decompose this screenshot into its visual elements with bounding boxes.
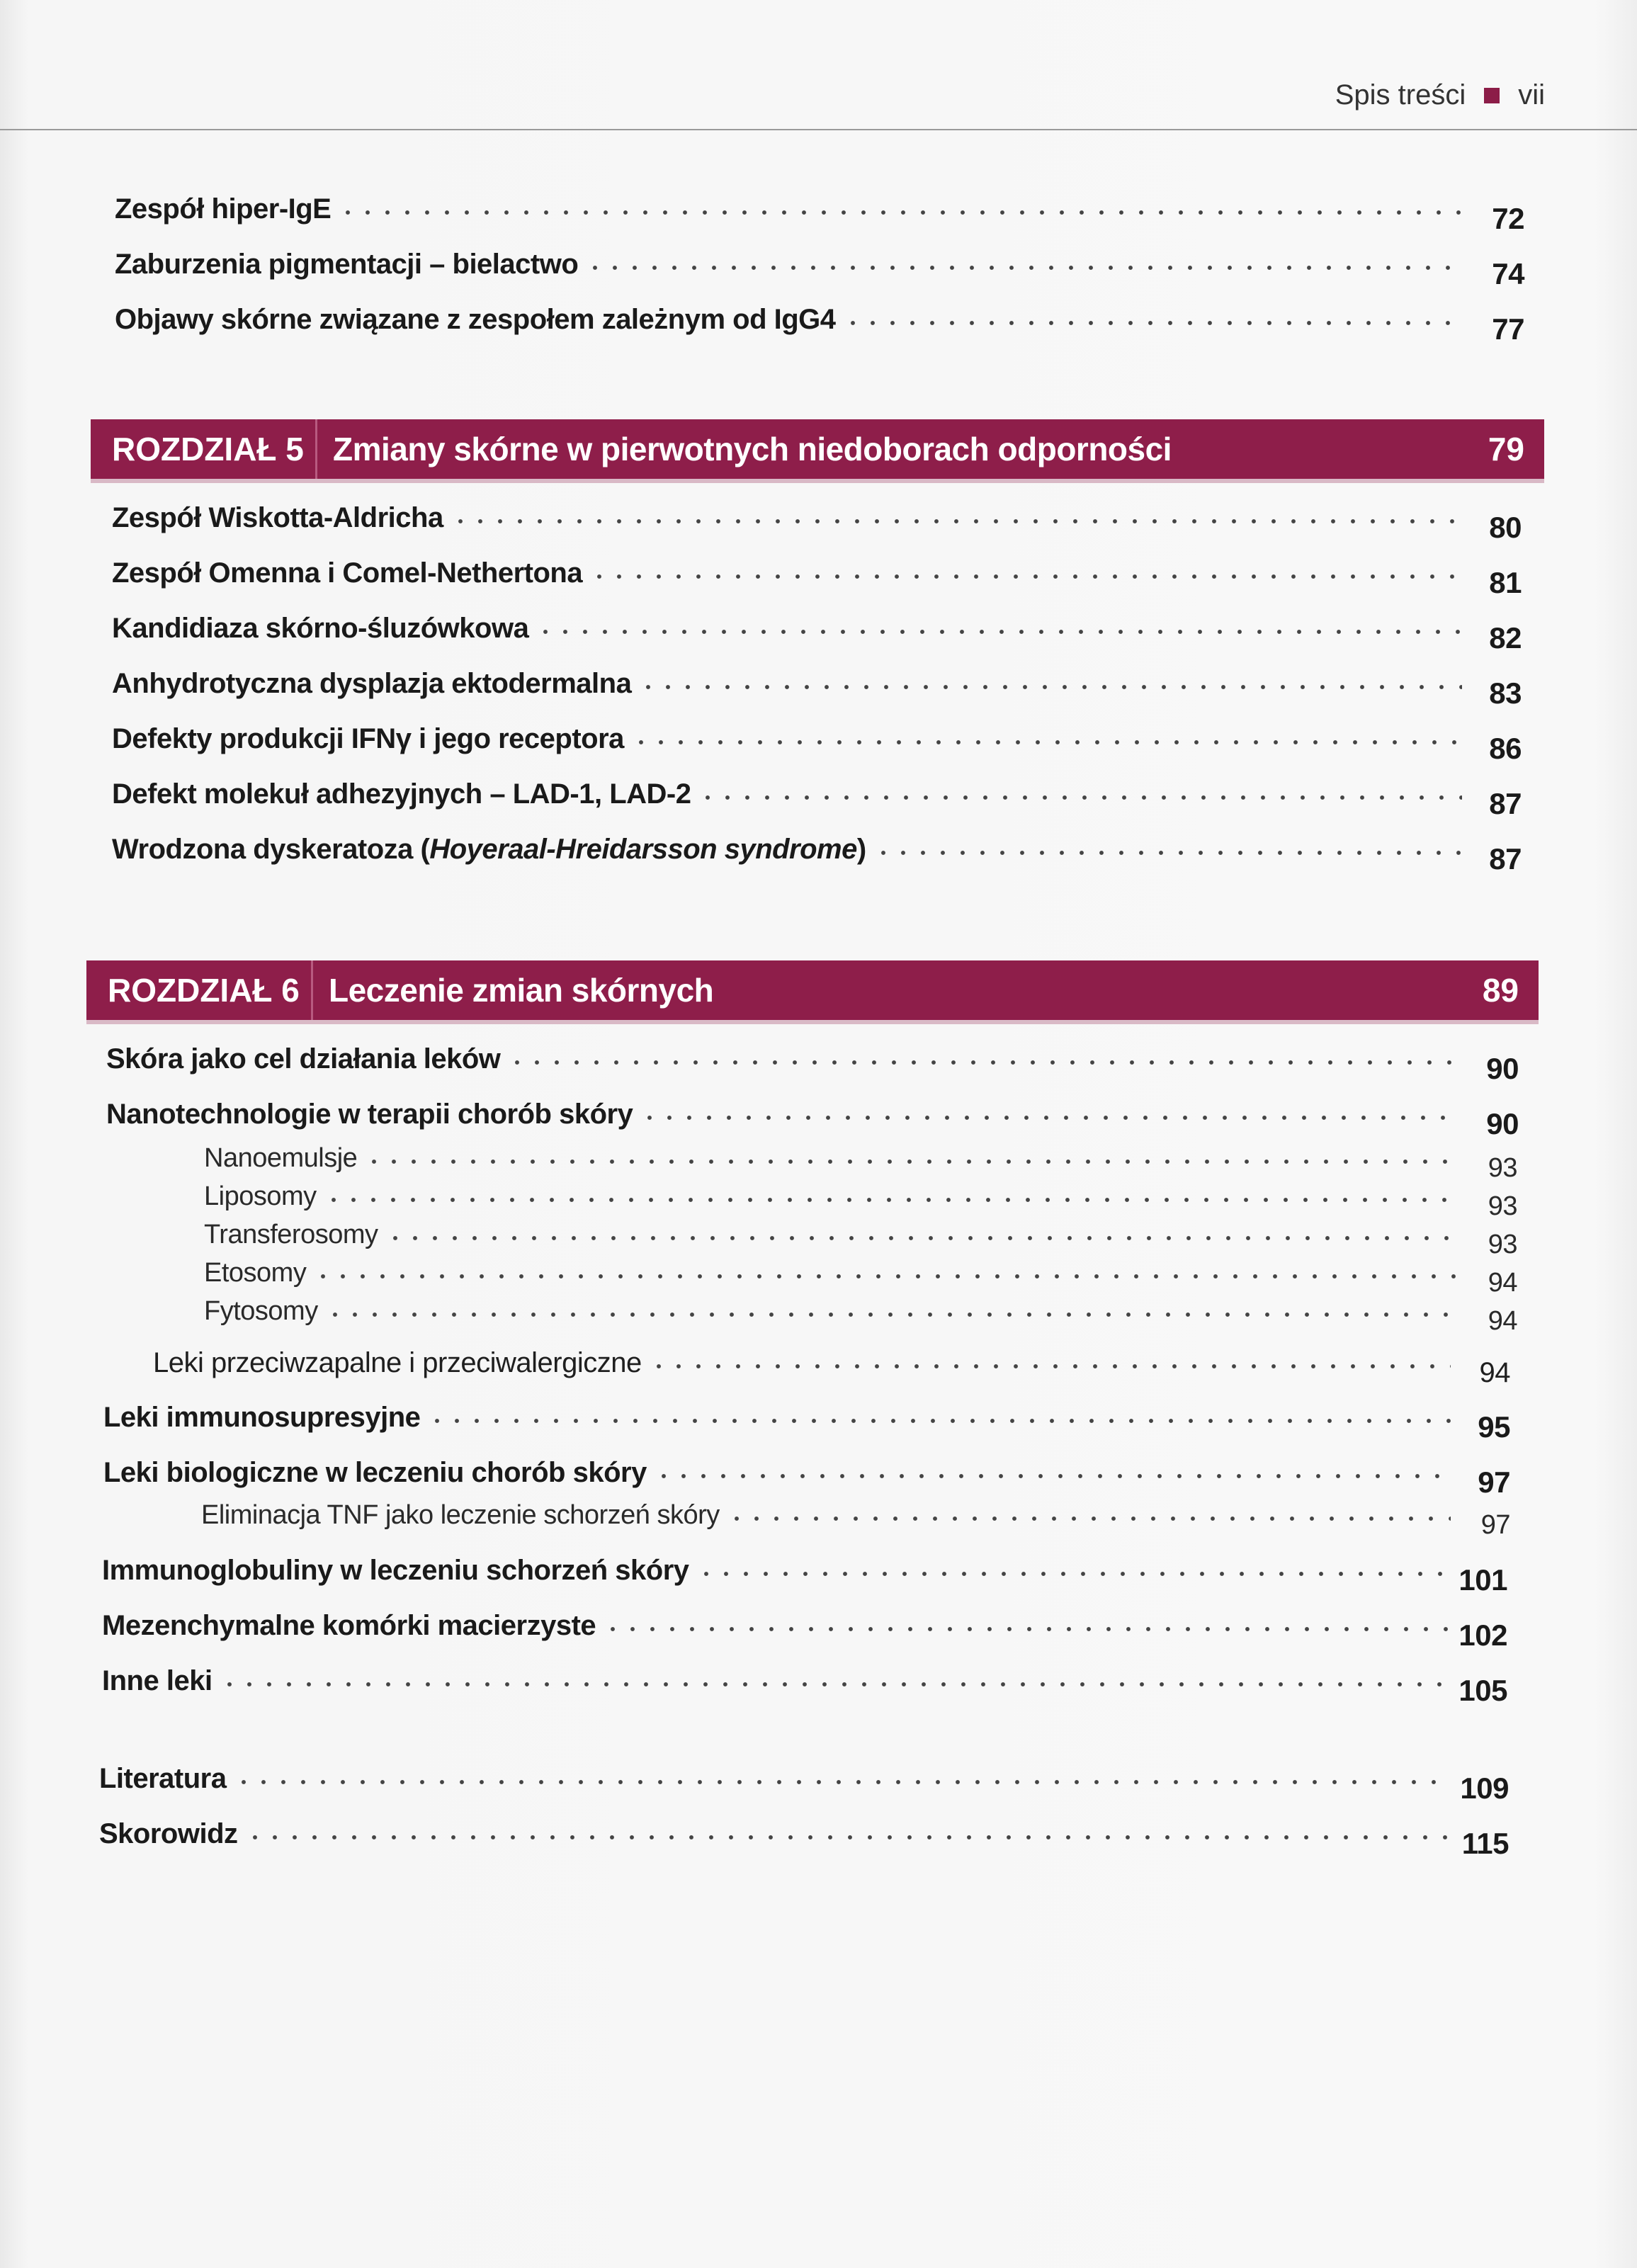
toc-entry-title: Literatura — [99, 1762, 227, 1794]
dot-leader — [338, 205, 1465, 216]
toc-entry-title: Skóra jako cel działania leków — [106, 1043, 501, 1075]
dot-leader — [698, 790, 1462, 801]
toc-entry-title-part: Wrodzona dyskeratoza ( — [112, 833, 430, 865]
toc-entry-page: 90 — [1486, 1052, 1519, 1085]
chapter-6-entries-b — [103, 1390, 1510, 1500]
toc-subentry-title: Nanoemulsje — [204, 1142, 358, 1173]
toc-entry[interactable] — [112, 545, 1522, 601]
toc-entry-page: 82 — [1489, 621, 1522, 654]
toc-entry-page: 72 — [1492, 202, 1524, 235]
dot-leader — [313, 1269, 1458, 1280]
toc-subentry[interactable] — [204, 1254, 1517, 1298]
toc-entry-title: Defekty produkcji IFNγ i jego receptora — [112, 722, 624, 754]
chapter-6-label: ROZDZIAŁ 6 — [86, 960, 313, 1020]
toc-entry[interactable] — [115, 237, 1524, 292]
toc-entry-title: Skorowidz — [99, 1818, 238, 1849]
chapter-6-entries-c — [102, 1543, 1507, 1708]
square-bullet-icon — [1484, 88, 1500, 103]
toc-entry-page: 101 — [1458, 1563, 1507, 1597]
dot-leader — [507, 1055, 1459, 1066]
toc-entry[interactable] — [102, 1598, 1507, 1653]
toc-entry-page: 95 — [1478, 1410, 1510, 1444]
toc-entry-title: Mezenchymalne komórki macierzyste — [102, 1609, 596, 1641]
chapter-6-header[interactable] — [86, 960, 1539, 1020]
dot-leader — [325, 1307, 1458, 1318]
dot-leader — [324, 1192, 1458, 1203]
running-head-title: Spis treści — [1335, 79, 1466, 110]
dot-leader — [234, 1774, 1450, 1786]
dot-leader — [638, 679, 1462, 691]
running-head — [1335, 79, 1545, 111]
toc-subentry[interactable] — [201, 1496, 1510, 1540]
toc-entry-title: Leki biologiczne w leczeniu chorób skóry — [103, 1456, 647, 1488]
toc-subentry-page: 97 — [1480, 1509, 1510, 1540]
toc-entry-title: Defekt molekuł adhezyjnych – LAD-1, LAD-2 — [112, 778, 691, 810]
chapter-5-header[interactable] — [91, 419, 1544, 479]
toc-entry-title-part: ) — [856, 833, 866, 865]
dot-leader — [696, 1566, 1448, 1577]
toc-entry-title: Inne leki — [102, 1665, 213, 1696]
dot-leader — [536, 624, 1462, 635]
toc-entry-title: Zespół Wiskotta-Aldricha — [112, 501, 443, 533]
toc-entry-page: 80 — [1489, 511, 1522, 544]
chapter-6-entries — [106, 1031, 1519, 1142]
toc-subentry-title: Leki przeciwzapalne i przeciwalergiczne — [153, 1346, 642, 1378]
toc-subentry[interactable] — [204, 1215, 1517, 1259]
dot-leader — [589, 569, 1462, 580]
toc-entry[interactable] — [102, 1653, 1507, 1708]
dot-leader — [603, 1621, 1448, 1633]
toc-entry-title: Nanotechnologie w terapii chorób skóry — [106, 1098, 633, 1130]
toc-top-entries — [115, 181, 1524, 347]
dot-leader — [220, 1677, 1448, 1688]
toc-entry-title: Zaburzenia pigmentacji – bielactwo — [115, 248, 579, 280]
toc-entry-page: 109 — [1460, 1771, 1509, 1805]
toc-entry[interactable] — [115, 292, 1524, 347]
toc-entry[interactable] — [112, 766, 1522, 822]
toc-subentry-page: 94 — [1488, 1305, 1517, 1336]
toc-subentry-page: 93 — [1488, 1152, 1517, 1183]
header-rule — [0, 129, 1637, 130]
toc-entry-page: 105 — [1458, 1674, 1507, 1707]
chapter-6-subentries — [204, 1139, 1517, 1336]
dot-leader — [364, 1154, 1458, 1165]
toc-subentry[interactable] — [204, 1292, 1517, 1336]
chapter-6-page: 89 — [1482, 972, 1519, 1009]
dot-leader — [640, 1110, 1459, 1121]
toc-entry[interactable] — [112, 490, 1522, 545]
toc-entry[interactable] — [112, 656, 1522, 711]
toc-entry[interactable] — [102, 1543, 1507, 1598]
toc-entry[interactable] — [112, 601, 1522, 656]
toc-subentry[interactable] — [204, 1139, 1517, 1183]
toc-entry-title: Objawy skórne związane z zespołem zależnym od IgG4 — [115, 303, 836, 335]
toc-entry-title: Leki immunosupresyjne — [103, 1401, 421, 1433]
chapter-5-entries — [112, 490, 1522, 877]
toc-entry-page: 81 — [1489, 566, 1522, 599]
chapter-6-section — [153, 1342, 1510, 1388]
toc-entry-page: 115 — [1461, 1827, 1509, 1860]
toc-entry-title — [112, 834, 866, 866]
dot-leader — [385, 1230, 1458, 1242]
dot-leader — [631, 735, 1462, 746]
toc-subentry-title: Liposomy — [204, 1181, 317, 1211]
toc-entry[interactable] — [99, 1806, 1509, 1861]
dot-leader — [654, 1468, 1451, 1480]
dot-leader — [873, 845, 1462, 856]
toc-entry-page: 74 — [1492, 257, 1524, 290]
toc-subentry-page: 94 — [1479, 1356, 1510, 1388]
dot-leader — [727, 1511, 1451, 1522]
running-head-page-number: vii — [1518, 79, 1545, 110]
toc-entry-page: 87 — [1489, 787, 1522, 820]
chapter-5-title: Zmiany skórne w pierwotnych niedoborach odporności — [333, 431, 1172, 467]
toc-entry[interactable] — [115, 181, 1524, 237]
dot-leader — [585, 260, 1465, 271]
dot-leader — [649, 1359, 1451, 1370]
toc-entry[interactable] — [103, 1390, 1510, 1445]
toc-subentry-title: Eliminacja TNF jako leczenie schorzeń skóry — [201, 1499, 720, 1530]
toc-entry-title: Kandidiaza skórno-śluzówkowa — [112, 612, 529, 644]
toc-subentry-page: 94 — [1488, 1267, 1517, 1298]
toc-entry[interactable] — [106, 1031, 1519, 1087]
toc-entry-page: 97 — [1478, 1465, 1510, 1499]
toc-subentry-title: Etosomy — [204, 1257, 307, 1288]
toc-entry[interactable] — [112, 711, 1522, 766]
toc-entry-title-italic: Hoyeraal-Hreidarsson syndrome — [429, 833, 857, 865]
toc-entry-page: 90 — [1486, 1107, 1519, 1140]
toc-entry-title: Zespół hiper-IgE — [115, 193, 332, 225]
toc-entry-title: Immunoglobuliny w leczeniu schorzeń skóry — [102, 1554, 689, 1586]
toc-entry[interactable] — [99, 1751, 1509, 1806]
toc-subentry[interactable] — [153, 1342, 1510, 1388]
dot-leader — [427, 1413, 1451, 1424]
chapter-6-title: Leczenie zmian skórnych — [329, 972, 714, 1009]
toc-entry-page: 87 — [1489, 842, 1522, 875]
chapter-5-page: 79 — [1488, 431, 1524, 467]
dot-leader — [843, 315, 1465, 327]
toc-subentry[interactable] — [204, 1177, 1517, 1221]
dot-leader — [451, 514, 1462, 525]
toc-subentry-page: 93 — [1488, 1229, 1517, 1259]
toc-entry[interactable] — [106, 1087, 1519, 1142]
toc-entry[interactable] — [103, 1445, 1510, 1500]
chapter-6-subentries-b — [201, 1496, 1510, 1540]
toc-entry-page: 83 — [1489, 676, 1522, 710]
toc-subentry-page: 93 — [1488, 1191, 1517, 1221]
toc-subentry-title: Transferosomy — [204, 1219, 378, 1249]
toc-entry-page: 77 — [1492, 312, 1524, 346]
chapter-5-label: ROZDZIAŁ 5 — [91, 419, 317, 479]
toc-entry-title: Anhydrotyczna dysplazja ektodermalna — [112, 667, 632, 699]
toc-entry-page: 102 — [1458, 1618, 1507, 1652]
toc-entry-page: 86 — [1489, 732, 1522, 765]
back-matter-entries — [99, 1751, 1509, 1861]
toc-entry-title: Zespół Omenna i Comel-Nethertona — [112, 557, 583, 589]
toc-entry[interactable] — [112, 822, 1522, 877]
dot-leader — [245, 1830, 1449, 1841]
toc-subentry-title: Fytosomy — [204, 1295, 318, 1326]
